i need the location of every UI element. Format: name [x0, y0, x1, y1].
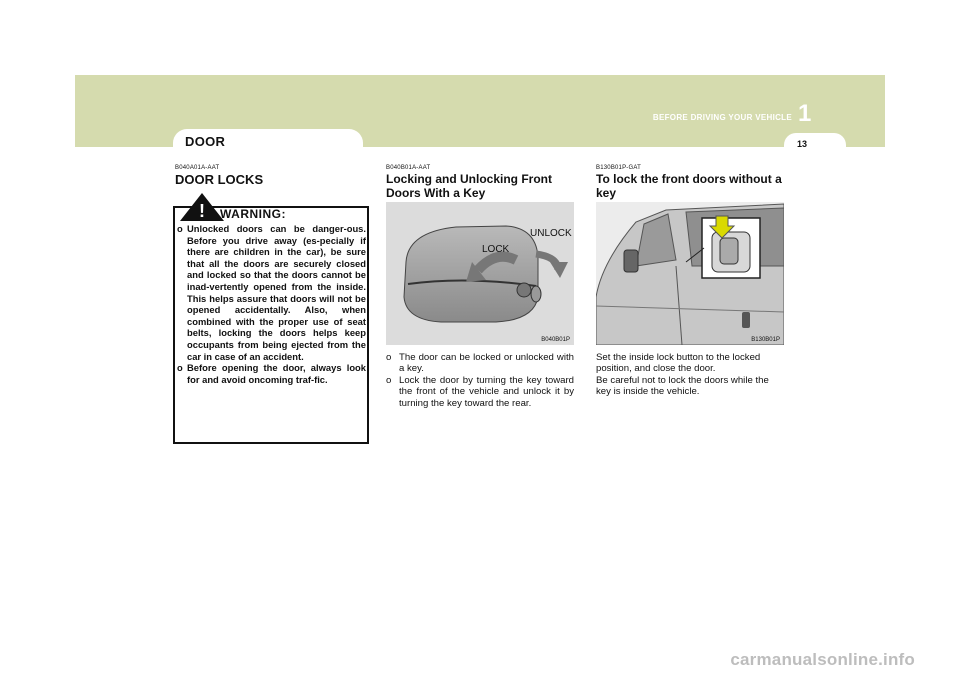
door-handle-key-figure [386, 202, 574, 345]
lock-without-key-heading: To lock the front doors without a key [596, 172, 782, 200]
lock-label: LOCK [482, 244, 510, 255]
vehicle-illustration [596, 202, 784, 345]
warning-item: o Before opening the door, always look for and avoid oncoming traf-fic. [176, 362, 366, 385]
section-code: B040A01A-AAT [175, 165, 220, 171]
paragraph: Set the inside lock button to the locked position, and close the door. [596, 352, 761, 375]
lock-without-key-text [596, 352, 784, 398]
warning-title: WARNING: [220, 207, 286, 221]
chapter-title: BEFORE DRIVING YOUR VEHICLE [652, 113, 792, 122]
warning-symbol: ! [199, 201, 205, 221]
list-item: o Lock the door by turning the key toward the front of the vehicle and unlock it by turning the key toward the rear. [386, 375, 574, 409]
column-door-locks [175, 165, 363, 187]
vehicle-door-figure [596, 202, 784, 345]
section-tab [173, 129, 363, 155]
door-handle-illustration [386, 202, 574, 345]
paragraph: Be careful not to lock the doors while the key is inside the vehicle. [596, 374, 769, 398]
key-locking-list [386, 352, 574, 409]
section-code: B040B01A-AAT [386, 165, 431, 171]
warning-list [176, 223, 366, 385]
list-item: o The door can be locked or unlocked with a key. [386, 352, 574, 375]
section-title: DOOR [185, 134, 226, 149]
column-lock-without-key [596, 165, 784, 200]
watermark: carmanualsonline.info [730, 650, 915, 669]
section-code: B130B01P-GAT [596, 165, 641, 171]
page-number: 13 [797, 139, 808, 149]
page-number-tab [784, 133, 846, 155]
figure-code: B040B01P [541, 337, 570, 343]
warning-triangle-icon [179, 192, 225, 222]
chapter-number: 1 [798, 100, 812, 127]
key-locking-heading: Locking and Unlocking Front Doors With a Key [386, 172, 552, 200]
unlock-label: UNLOCK [530, 228, 572, 239]
figure-code: B130B01P [751, 337, 780, 343]
warning-item: o Unlocked doors can be danger-ous. Before you drive away (es-pecially if there are children in the car), be sure that all the doors are securely closed and locked so that the doors cannot be inad-vertently opened from the inside. This helps assure that doors will not be opened accidentally. Also, when combined with the proper use of seat belts, locking the doors helps keep occupants from being ejected from the car in case of an accident. [176, 223, 366, 362]
column-key-locking [386, 165, 574, 200]
door-locks-heading: DOOR LOCKS [175, 172, 264, 187]
